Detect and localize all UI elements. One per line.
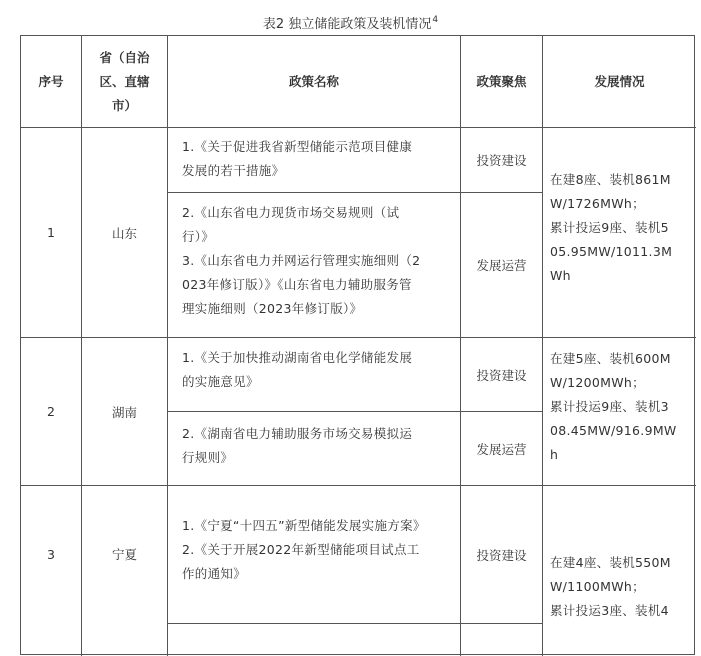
footnote-ref: 4 (432, 15, 439, 25)
row-seq: 1 (47, 225, 55, 240)
row-province: 湖南 (111, 404, 137, 420)
header-policy: 政策名称 (288, 73, 339, 89)
header-focus: 政策聚焦 (476, 73, 527, 89)
header-status: 发展情况 (594, 73, 645, 89)
table-caption (0, 8, 701, 32)
row-province: 宁夏 (111, 547, 137, 562)
col-divider (167, 36, 168, 656)
development-status: 在建5座、装机600M W/1200MWh； 累计投运9座、装机3 08.45MW/916.9MW h (550, 351, 677, 462)
caption-text: 表2 独立储能政策及装机情况 (262, 17, 432, 32)
policy-focus: 投资建设 (476, 153, 527, 168)
row-seq: 3 (47, 546, 55, 562)
row-province: 山东 (111, 225, 137, 241)
policy-name: 1.《宁夏“十四五”新型储能发展实施方案》 2.《关于开展2022年新型储能项目试点工 作的通知》 (182, 518, 426, 581)
row-seq: 2 (47, 404, 55, 419)
policy-name: 2.《山东省电力现货市场交易规则（试 行）》 3.《山东省电力并网运行管理实施细则（2 023年修订版）》《山东省电力辅助服务管 理实施细则（2023年修订版）》 (182, 205, 421, 316)
policy-focus: 投资建设 (476, 547, 527, 563)
policy-name: 1.《关于促进我省新型储能示范项目健康 发展的若干措施》 (182, 139, 413, 178)
policy-name: 1.《关于加快推动湖南省电化学储能发展 的实施意见》 (182, 350, 413, 389)
development-status: 在建4座、装机550M W/1100MWh； 累计投运3座、装机4 (550, 555, 671, 618)
policy-table (20, 35, 695, 655)
policy-focus: 投资建设 (476, 367, 527, 383)
header-seq: 序号 (38, 73, 64, 89)
policy-focus: 发展运营 (476, 441, 527, 457)
development-status: 在建8座、装机861M W/1726MWh； 累计投运9座、装机5 05.95MW/1011.3M Wh (550, 172, 673, 283)
policy-focus: 发展运营 (476, 258, 527, 273)
policy-name: 2.《湖南省电力辅助服务市场交易模拟运 行规则》 (182, 426, 413, 465)
sub-row-divider (167, 623, 542, 624)
header-province: 省（自治 区、直辖 市） (99, 49, 150, 113)
